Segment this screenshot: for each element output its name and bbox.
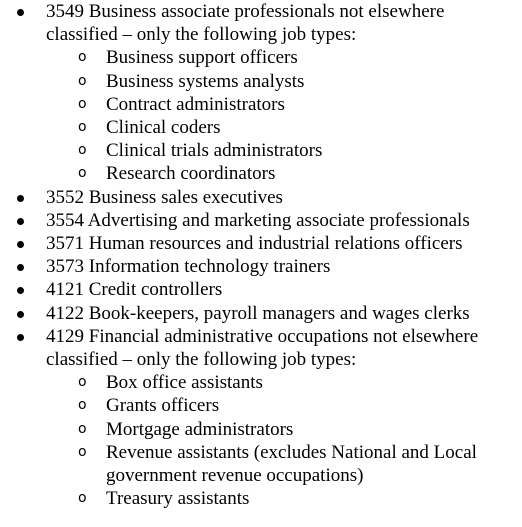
circle-bullet-icon: o — [78, 397, 87, 414]
circle-bullet-icon: o — [78, 374, 87, 391]
sub-list-item — [46, 371, 518, 394]
list-item-text: 4121 Credit controllers — [46, 279, 223, 301]
sub-list-item — [46, 162, 518, 185]
sub-list-item — [46, 418, 518, 441]
circle-bullet-icon: o — [78, 443, 87, 460]
circle-bullet-icon: o — [78, 119, 87, 136]
list-item-4121 — [0, 278, 522, 301]
bullet-icon — [17, 311, 24, 318]
sub-list-item — [46, 70, 518, 93]
list-item-text: 3552 Business sales executives — [46, 186, 283, 208]
list-item-text: 3571 Human resources and industrial relations officers — [46, 233, 463, 255]
sub-item-text: Business systems analysts — [106, 70, 305, 92]
sub-list-item — [46, 46, 518, 69]
sub-item-text: Clinical trials administrators — [106, 140, 323, 162]
sub-item-text: Grants officers — [106, 395, 220, 417]
sub-list-item — [46, 394, 518, 417]
bullet-icon — [17, 218, 24, 225]
circle-bullet-icon: o — [78, 72, 87, 89]
circle-bullet-icon: o — [78, 142, 87, 159]
sub-list-4129 — [46, 371, 518, 510]
sub-list-item — [46, 487, 518, 510]
bullet-icon — [17, 264, 24, 271]
bullet-icon — [17, 241, 24, 248]
list-item-text: 3554 Advertising and marketing associate professionals — [46, 209, 470, 231]
sub-list-item — [46, 441, 518, 487]
circle-bullet-icon: o — [78, 165, 87, 182]
list-item-3549 — [0, 0, 522, 186]
sub-list-item — [46, 116, 518, 139]
sub-item-text: Treasury assistants — [106, 488, 250, 510]
list-item-text: 3573 Information technology trainers — [46, 256, 331, 278]
bullet-icon — [17, 334, 24, 341]
bullet-icon — [17, 287, 24, 294]
list-item-3554 — [0, 209, 522, 232]
bullet-icon — [17, 195, 24, 202]
circle-bullet-icon: o — [78, 490, 87, 507]
list-item-text: 3549 Business associate professionals not elsewhere classified – only the following job types: — [46, 1, 445, 46]
sub-item-text: Contract administrators — [106, 93, 285, 115]
list-item-text: 4129 Financial administrative occupations not elsewhere classified – only the following job types: — [46, 325, 479, 371]
sub-item-text: Revenue assistants (excludes National and Local government revenue occupations) — [106, 441, 477, 487]
bullet-icon — [17, 9, 24, 16]
sub-item-text: Mortgage administrators — [106, 418, 294, 440]
list-item-3552 — [0, 186, 522, 209]
sub-list-item — [46, 139, 518, 162]
circle-bullet-icon: o — [78, 49, 87, 66]
sub-item-text: Research coordinators — [106, 163, 276, 185]
list-item-text: 4122 Book-keepers, payroll managers and wages clerks — [46, 302, 470, 324]
list-item-3571 — [0, 232, 522, 255]
list-item-4122 — [0, 302, 522, 325]
sub-list-item — [46, 93, 518, 116]
list-item-3573 — [0, 255, 522, 278]
sub-list-3549 — [46, 46, 518, 185]
circle-bullet-icon: o — [78, 95, 87, 112]
circle-bullet-icon: o — [78, 420, 87, 437]
sub-item-text: Business support officers — [106, 47, 298, 69]
sub-item-text: Box office assistants — [106, 372, 263, 394]
list-item-4129 — [0, 325, 522, 511]
sub-item-text: Clinical coders — [106, 117, 221, 139]
